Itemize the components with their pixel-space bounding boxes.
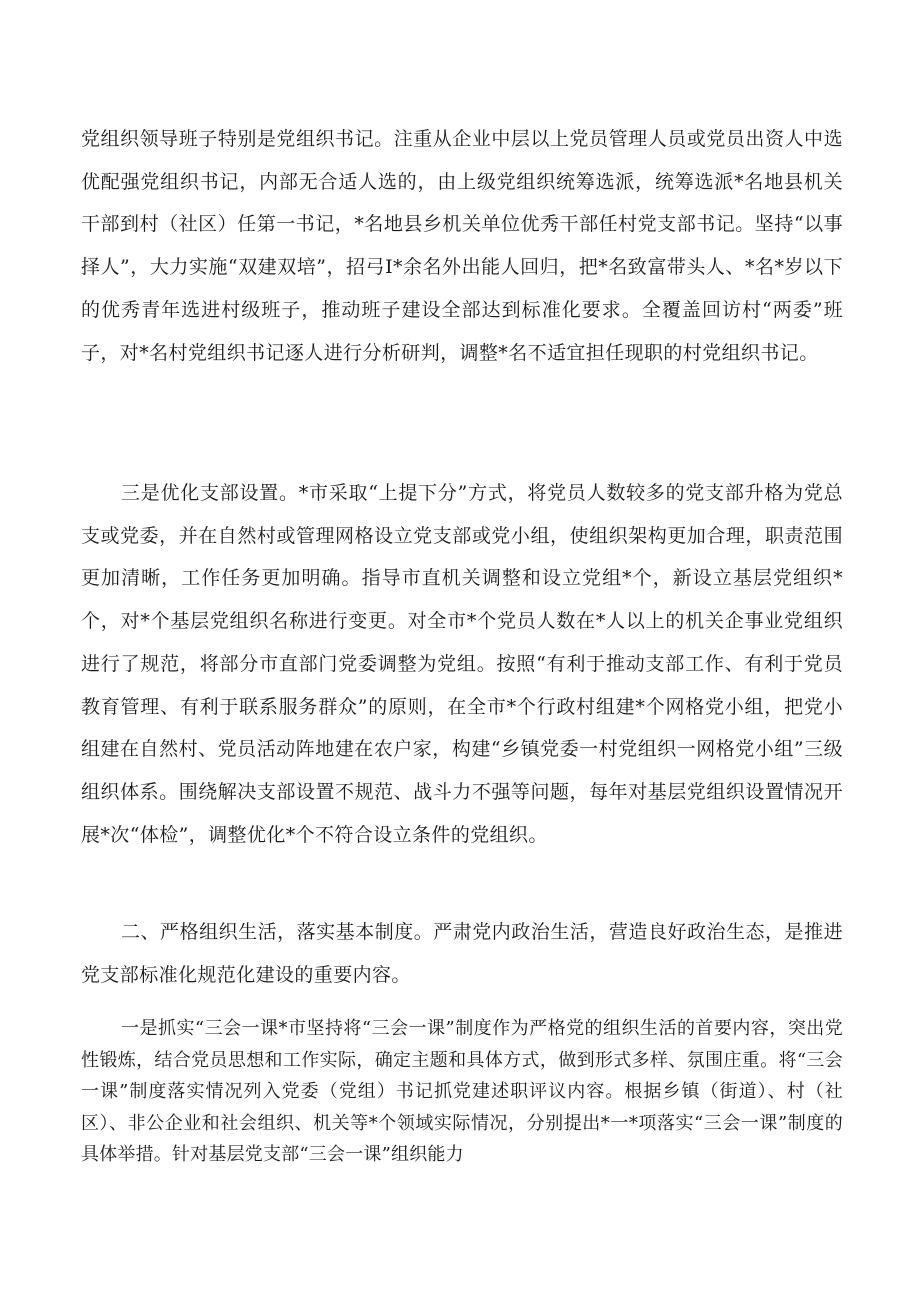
paragraph-three-meetings: 一是抓实“三会一课*市坚持将“三会一课”制度作为严格党的组织生活的首要内容，突出党性锻炼，结合党员思想和工作实际，确定主题和具体方式，做到形式多样、氛围庄重。将“三会一课”制度落实情况列入党委（党组）书记抓党建述职评议内容。根据乡镇（街道）、村（社区）、非公企业和社会组织、机关等*个领域实际情况，分别提出*一*项落实“三会一课”制度的具体举措。针对基层党支部“三会一课”组织能力 xyxy=(81,1018,843,1165)
paragraph-branch-secretary: 党组织领导班子特别是党组织书记。注重从企业中层以上党员管理人员或党员出资人中选优配强党组织书记，内部无合适人选的，由上级党组织统筹选派，统筹选派*名地县机关干部到村（社区）任第一书记，*名地县乡机关单位优秀干部任村党支部书记。坚持“以事择人”，大力实施“双建双培”，招弓I*余名外出能人回归，把*名致富带头人、*名*岁以下的优秀青年选进村级班子，推动班子建设全部达到标准化要求。全覆盖回访村“两委”班子，对*名村党组织书记逐人进行分析研判，调整*名不适宜担任现职的村党组织书记。 xyxy=(81,128,843,364)
paragraph-optimize-branch: 三是优化支部设置。*市采取“上提下分”方式，将党员人数较多的党支部升格为党总支或党委，并在自然村或管理网格设立党支部或党小组，使组织架构更加合理，职责范围更加清晰，工作任务更加明确。指导市直机关调整和设立党组*个，新设立基层党组织*个，对*个基层党组织名称进行变更。对全市*个党员人数在*人以上的机关企事业党组织进行了规范，将部分市直部门党委调整为党组。按照“有利于推动支部工作、有利于党员教育管理、有利于联系服务群众”的原则，在全市*个行政村组建*个网格党小组，把党小组建在自然村、党员活动阵地建在农户家，构建“乡镇党委一村党组织一网格党小组”三级组织体系。围绕解决支部设置不规范、战斗力不强等问题，每年对基层党组织设置情况开展*次“体检”，调整优化*个不符合设立条件的党组织。 xyxy=(81,482,843,846)
paragraph-organization-life: 二、严格组织生活，落实基本制度。严肃党内政治生活，营造良好政治生态，是推进党支部标准化规范化建设的重要内容。 xyxy=(81,921,843,986)
